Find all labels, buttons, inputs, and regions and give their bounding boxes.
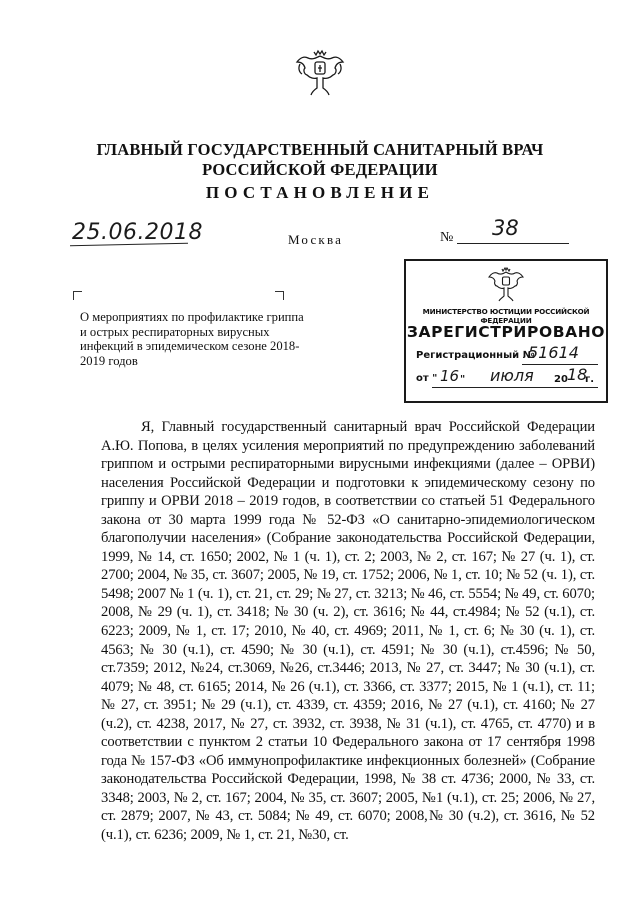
number-underline — [457, 243, 569, 244]
subject-bracket-left — [73, 291, 82, 300]
stamp-day: 16 — [440, 367, 460, 385]
stamp-year-prefix: 20 — [554, 374, 568, 385]
registration-stamp — [404, 259, 608, 403]
document-number: 38 — [492, 216, 519, 240]
stamp-ministry-name: МИНИСТЕРСТВО ЮСТИЦИИ РОССИЙСКОЙ ФЕДЕРАЦИИ — [422, 307, 590, 325]
stamp-reg-number-label: Регистрационный № — [416, 350, 535, 361]
stamp-year-suffix: г. — [585, 374, 595, 385]
stamp-date-label: от " — [416, 373, 438, 384]
stamp-year-handwritten: 18 — [567, 365, 588, 384]
subject-bracket-right — [275, 291, 284, 300]
document-type-heading: ПОСТАНОВЛЕНИЕ — [205, 183, 435, 202]
document-date: 25.06.2018 — [72, 220, 203, 245]
document-subject: О мероприятиях по профилактике гриппа и острых респираторных вирусных инфекций в эпидемическом сезоне 2018-2019 годов — [80, 310, 304, 368]
stamp-registered-label: ЗАРЕГИСТРИРОВАНО — [406, 323, 606, 341]
stamp-date-underline — [432, 387, 598, 388]
stamp-emblem-icon — [486, 266, 526, 304]
stamp-month: июля — [490, 366, 534, 385]
city-label: Москва — [288, 232, 344, 247]
number-label: № — [440, 230, 454, 245]
coat-of-arms-icon — [292, 48, 348, 100]
stamp-day-close-quote: " — [460, 374, 466, 385]
document-body-paragraph: Я, Главный государственный санитарный врач Российской Федерации А.Ю. Попова, в целях усиления мероприятий по предупреждению заболеваний гриппом и острыми респираторными вирусными инфекциями (далее – ОРВИ) населения Российской Федерации и подготовки к эпидемическому сезону по гриппу и ОРВИ 2018 – 2019 годов, в соответствии со статьей 51 Федерального закона от 30 марта 1999 года № 52-ФЗ «О санитарно-эпидемиологическом благополучии населения» (Собрание законодательства Российской Федерации, 1999, № 14, ст. 1650; 2002, № 1 (ч. 1), ст. 2; 2003, № 2, ст. 167; № 27 (ч. 1), ст. 2700; 2004, № 35, ст. 3607; 2005, № 19, ст. 1752; 2006, № 1, ст. 10; № 52 (ч. 1), ст. 5498; 2007 № 1 (ч. 1), ст. 21, ст. 29; № 27, ст. 3213; № 46, ст. 5554; № 49, ст. 6070; 2008, № 29 (ч. 1), ст. 3418; № 30 (ч. 2), ст. 3616; № 44, ст.4984; № 52 (ч.1), ст. 6223; 2009, № 1, ст. 17; 2010, № 40, ст. 4969; 2011, № 1, ст. 6; № 30 (ч. 1), ст. 4563; № 30 (ч.1), ст. 4590; № 30 (ч.1), ст. 4591; № 30 (ч.1), ст.4596; № 50, ст.7359; 2012, №24, ст.3069, №26, ст.3446; 2013, № 27, ст. 3447; № 30 (ч.1), ст. 4079; № 48, ст. 6165; 2014, № 26 (ч.1), ст. 3366, ст. 3377; 2015, № 1 (ч.1), ст. 11; № 27, ст. 3951; № 29 (ч.1), ст. 4339, ст. 4359; 2016, № 27 (ч.1), ст. 4160; № 27 (ч.2), ст. 4238, 2017, № 27, ст. 3932, ст. 3938, № 31 (ч.1), ст. 4765, ст. 4770) и в соответствии с пунктом 2 статьи 10 Федерального закона от 17 сентября 1998 года № 157-ФЗ «Об иммунопрофилактике инфекционных болезней» (Собрание законодательства Российской Федерации, 1998, № 38 ст. 4736; 2000, № 33, ст. 3348; 2003, № 2, ст. 167; 2004, № 35, ст. 3607; 2005, №1 (ч.1), ст. 25; 2006, № 27, ст. 2879; 2007, № 43, ст. 5084; № 49, ст. 6070; 2008,№ 30 (ч.2), ст. 3616, № 52 (ч.1), ст. 6236; 2009, № 1, ст. 21, №30, ст. — [101, 419, 595, 844]
stamp-reg-number: 51614 — [528, 343, 579, 362]
issuing-authority-title: ГЛАВНЫЙ ГОСУДАРСТВЕННЫЙ САНИТАРНЫЙ ВРАЧ — [96, 140, 544, 159]
issuing-authority-subtitle: РОССИЙСКОЙ ФЕДЕРАЦИИ — [202, 160, 438, 179]
